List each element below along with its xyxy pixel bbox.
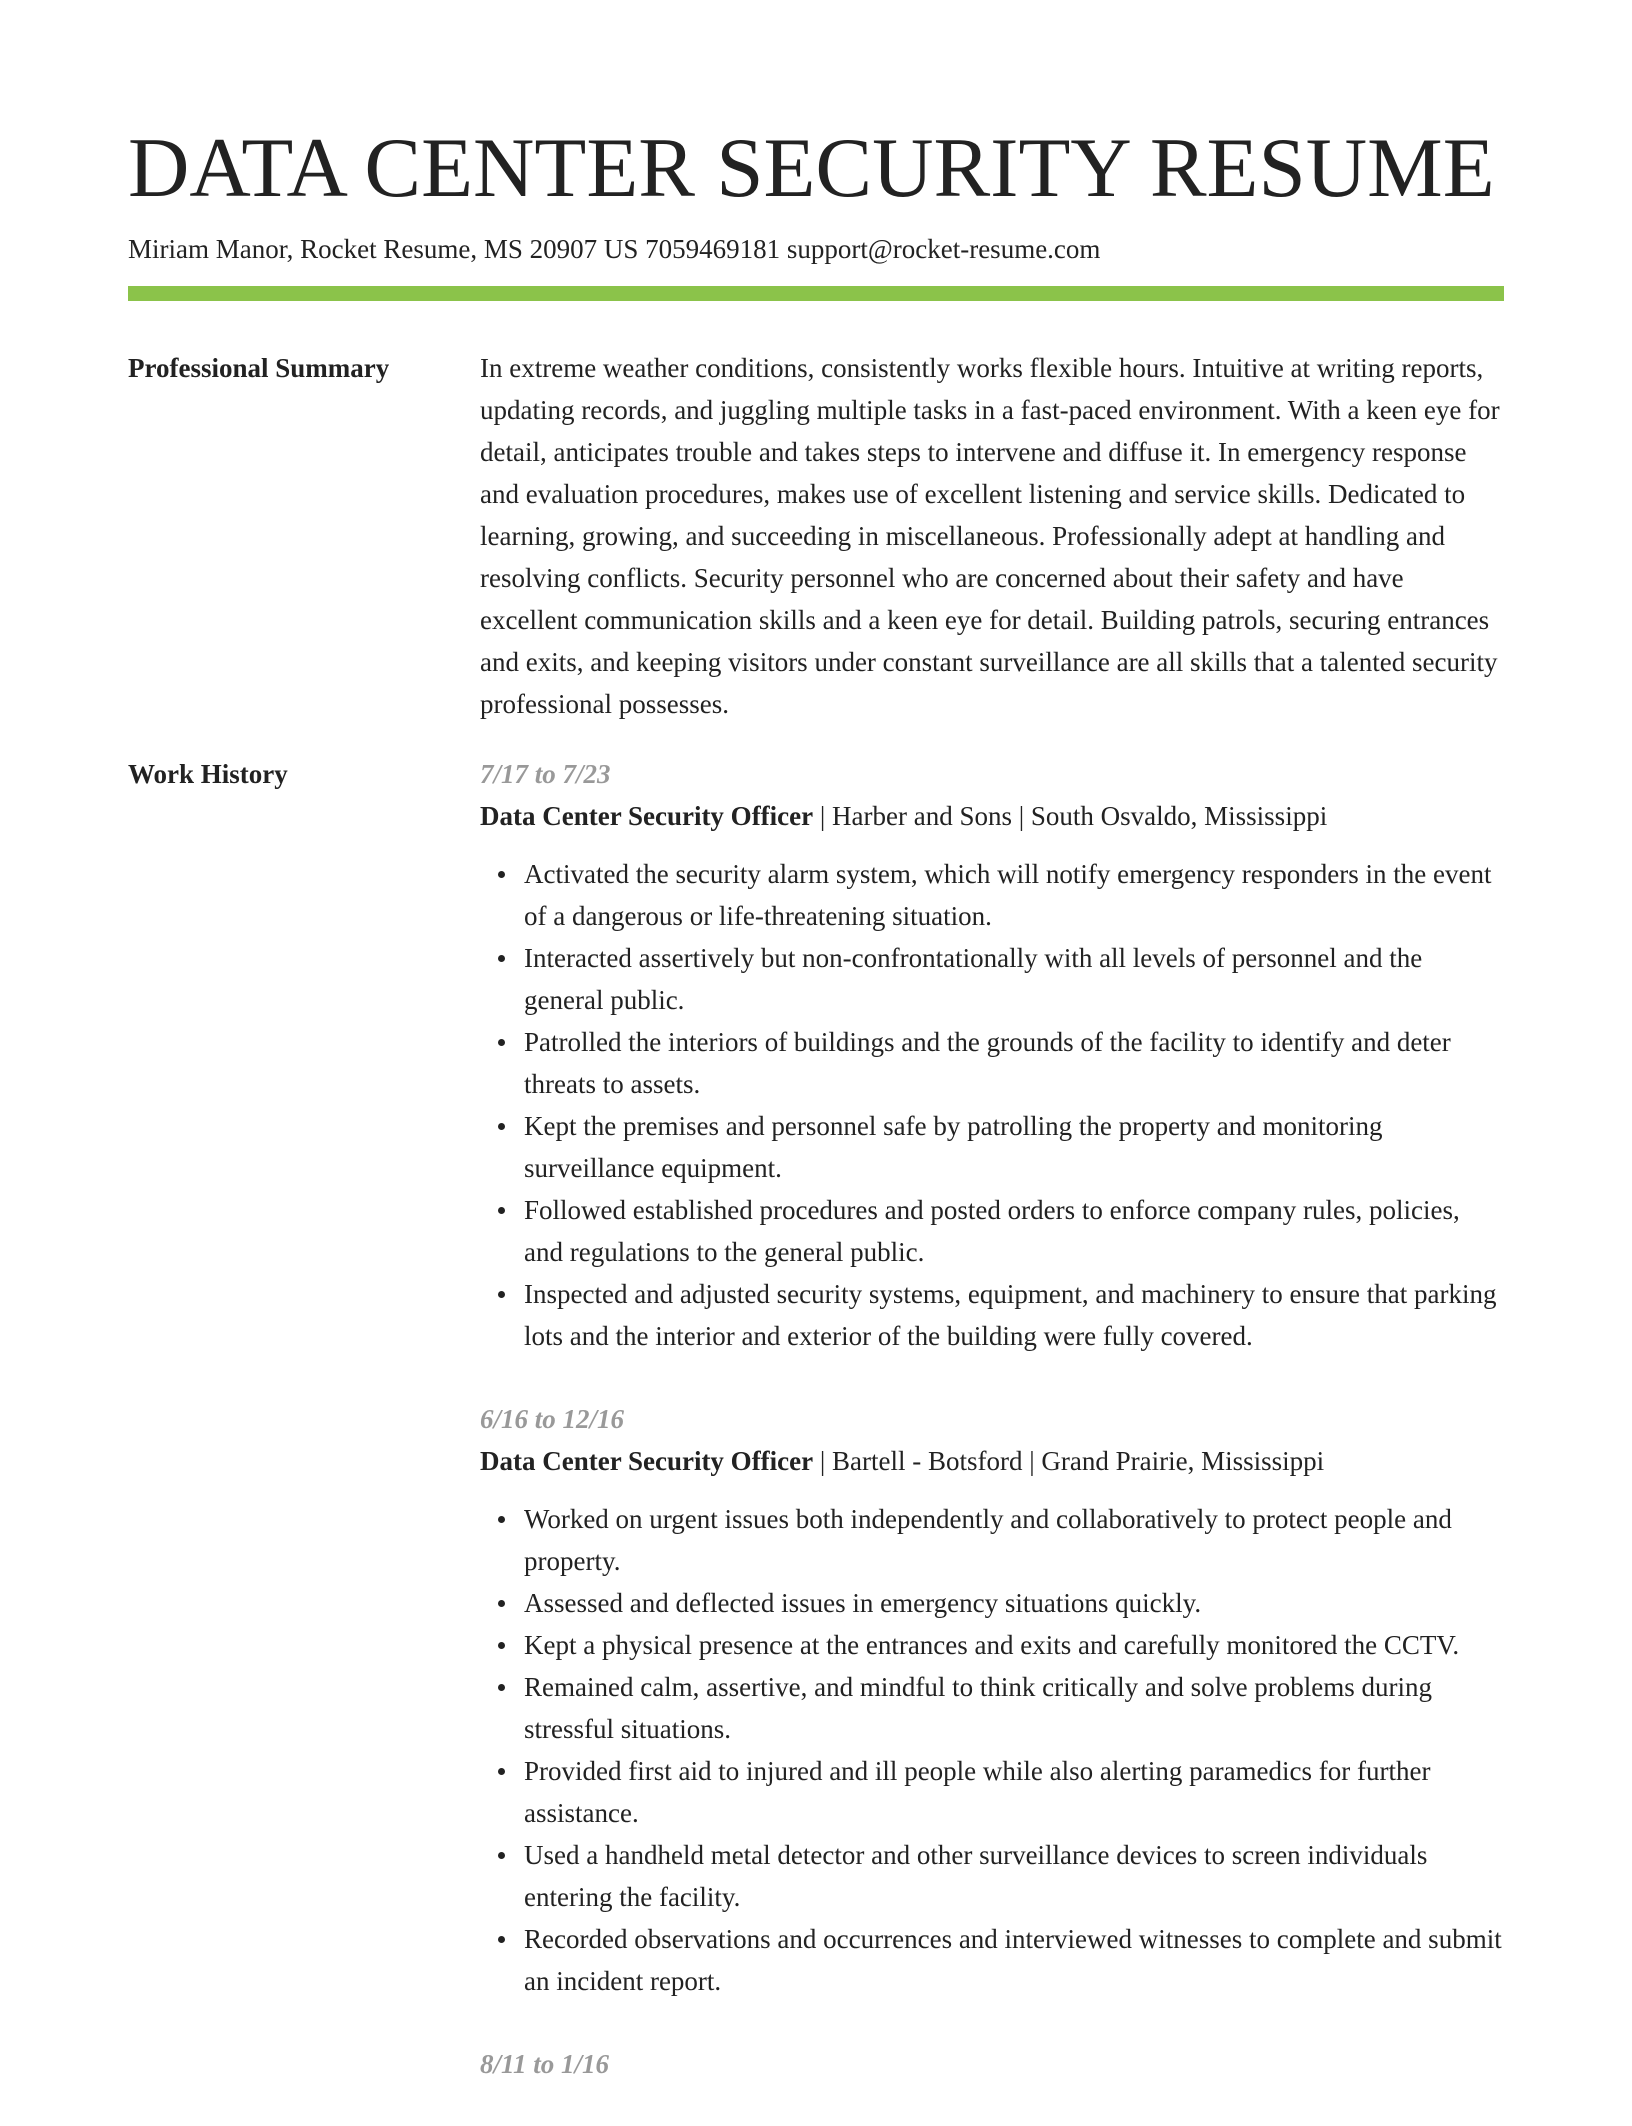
job-bullet: Worked on urgent issues both independently and collaboratively to protect people and property. bbox=[524, 1498, 1504, 1582]
job-bullet: Provided first aid to injured and ill people while also alerting paramedics for further assistance. bbox=[524, 1750, 1504, 1834]
resume-title: DATA CENTER SECURITY RESUME bbox=[128, 121, 1495, 215]
professional-summary-text: In extreme weather conditions, consistently works flexible hours. Intuitive at writing reports, updating records, and juggling multiple tasks in a fast-paced environment. With a keen eye for detail, anticipates trouble and takes steps to intervene and diffuse it. In emergency response and evaluation procedures, makes use of excellent listening and service skills. Dedicated to learning, growing, and succeeding in miscellaneous. Professionally adept at handling and resolving conflicts. Security personnel who are concerned about their safety and have excellent communication skills and a keen eye for detail. Building patrols, securing entrances and exits, and keeping visitors under constant surveillance are all skills that a talented security professional possesses. bbox=[480, 353, 1500, 719]
job-title: Data Center Security Officer bbox=[480, 1446, 814, 1476]
work-history-heading: Work History bbox=[128, 759, 288, 789]
professional-summary-section bbox=[480, 347, 1504, 725]
job-bullet: Interacted assertively but non-confrontationally with all levels of personnel and the general public. bbox=[524, 937, 1504, 1021]
job-dates: 7/17 to 7/23 bbox=[480, 759, 611, 789]
job-entry bbox=[480, 753, 1504, 1357]
job-bullet: Followed established procedures and posted orders to enforce company rules, policies, and regulations to the general public. bbox=[524, 1189, 1504, 1273]
job-bullet: Recorded observations and occurrences and interviewed witnesses to complete and submit an incident report. bbox=[524, 1918, 1504, 2002]
job-details: | Bartell - Botsford | Grand Prairie, Mississippi bbox=[813, 1446, 1325, 1476]
contact-line: Miriam Manor, Rocket Resume, MS 20907 US 7059469181 support@rocket-resume.com bbox=[128, 234, 1101, 264]
job-bullet: Kept a physical presence at the entrances and exits and carefully monitored the CCTV. bbox=[524, 1624, 1504, 1666]
job-heading bbox=[480, 1440, 1504, 1482]
job-bullet: Remained calm, assertive, and mindful to think critically and solve problems during stressful situations. bbox=[524, 1666, 1504, 1750]
job-bullet-list bbox=[480, 853, 1504, 1357]
job-dates: 6/16 to 12/16 bbox=[480, 1404, 625, 1434]
job-bullet-list bbox=[480, 1498, 1504, 2002]
job-dates: 8/11 to 1/16 bbox=[480, 2049, 610, 2079]
work-history-section bbox=[480, 753, 1504, 2126]
job-bullet: Activated the security alarm system, which will notify emergency responders in the event of a dangerous or life-threatening situation. bbox=[524, 853, 1504, 937]
job-details: | Harber and Sons | South Osvaldo, Mississippi bbox=[813, 801, 1328, 831]
job-bullet: Patrolled the interiors of buildings and the grounds of the facility to identify and deter threats to assets. bbox=[524, 1021, 1504, 1105]
job-bullet: Used a handheld metal detector and other surveillance devices to screen individuals entering the facility. bbox=[524, 1834, 1504, 1918]
job-bullet: Assessed and deflected issues in emergency situations quickly. bbox=[524, 1582, 1504, 1624]
job-entry bbox=[480, 1398, 1504, 2002]
job-entry bbox=[480, 2043, 1504, 2085]
job-heading bbox=[480, 795, 1504, 837]
job-bullet: Kept the premises and personnel safe by patrolling the property and monitoring surveillance equipment. bbox=[524, 1105, 1504, 1189]
job-title: Data Center Security Officer bbox=[480, 801, 814, 831]
header-divider bbox=[128, 286, 1504, 301]
job-bullet: Inspected and adjusted security systems, equipment, and machinery to ensure that parking lots and the interior and exterior of the building were fully covered. bbox=[524, 1273, 1504, 1357]
professional-summary-heading: Professional Summary bbox=[128, 353, 390, 383]
